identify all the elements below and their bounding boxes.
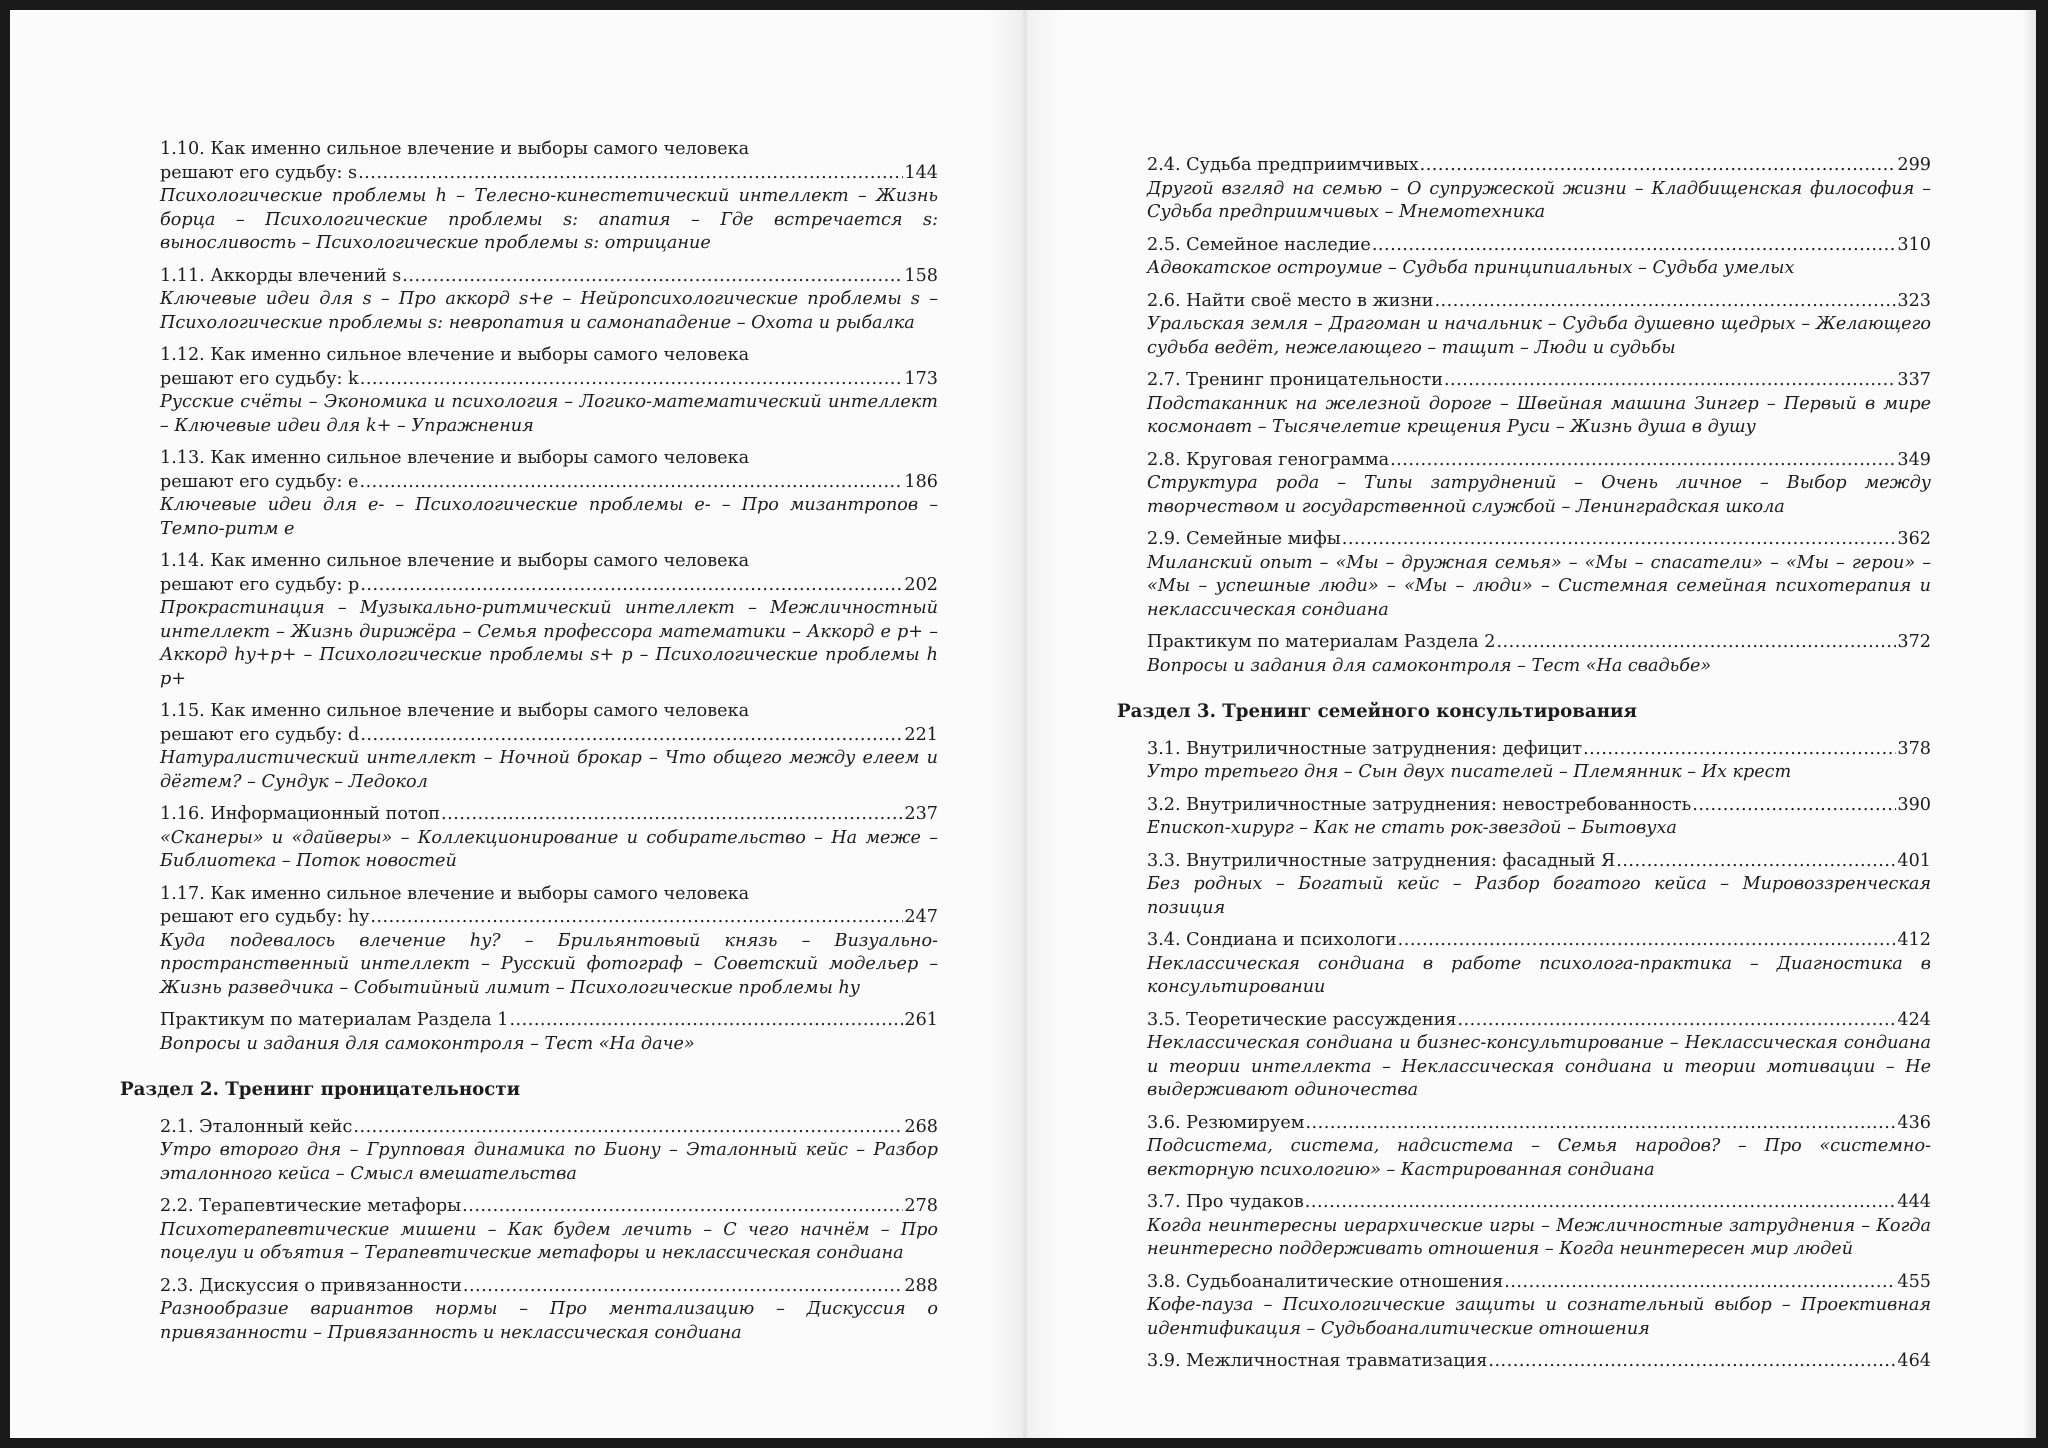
toc-entry-line xyxy=(1147,1112,1931,1136)
toc-entry-title: 3.4. Сондиана и психологи xyxy=(1147,930,1397,950)
toc-entry-description: Русские счёты – Экономика и психология – Логико-математический интеллект – Ключевые идеи для k+ – Упражнения xyxy=(160,392,938,436)
right-page xyxy=(1022,10,2036,1438)
toc-entry-line xyxy=(1147,369,1931,393)
toc-entry-description: Вопросы и задания для самоконтроля – Тест «На свадьбе» xyxy=(1147,655,1712,676)
toc-entry xyxy=(1147,738,1931,785)
toc-page-number: 288 xyxy=(904,1275,938,1296)
toc-entry-title: 1.11. Аккорды влечений s xyxy=(160,265,402,286)
toc-entry xyxy=(160,883,938,1001)
right-toc-column xyxy=(1117,154,1931,1383)
toc-entry-description: Неклассическая сондиана и бизнес-консультирование – Неклассическая сондиана и теории интеллекта – Неклассическая сондиана и теории мотивации – Не выдерживают одиночества xyxy=(1147,1033,1931,1100)
toc-entry-title: 2.1. Эталонный кейс xyxy=(160,1116,353,1137)
toc-entry-description: Неклассическая сондиана в работе психолога-практика – Диагностика в консультировании xyxy=(1147,953,1931,997)
toc-entry xyxy=(1147,631,1931,678)
toc-entry-line xyxy=(1147,290,1931,314)
toc-entry-description: Куда подевалось влечение hy? – Брильянтовый князь – Визуально-пространственный интеллект – Русский фотограф – Советский модельер – Жизнь разведчика – Событийный лимит – Психологические проблемы hy xyxy=(160,930,938,998)
toc-entry-line xyxy=(160,574,938,598)
toc-entry-title-first: 1.12. Как именно сильное влечение и выборы самого человека xyxy=(160,345,750,365)
toc-entry-title: 3.1. Внутриличностные затруднения: дефицит xyxy=(1147,738,1583,759)
toc-page-number: 268 xyxy=(904,1116,938,1137)
toc-entry-description: Адвокатское остроумие – Судьба принципиальных – Судьба умелых xyxy=(1147,258,1795,278)
toc-entry-title: 2.5. Семейное наследие xyxy=(1147,234,1371,255)
toc-entry-description: Утро второго дня – Групповая динамика по Биону – Эталонный кейс – Разбор эталонного кейса – Смысл вмешательства xyxy=(160,1140,938,1184)
toc-entry-line xyxy=(1147,738,1931,762)
toc-entry-title-first: 1.17. Как именно сильное влечение и выборы самого человека xyxy=(160,883,750,904)
toc-entry-title-first: 1.15. Как именно сильное влечение и выборы самого человека xyxy=(160,701,750,721)
toc-entry-title: 3.2. Внутриличностные затруднения: невостребованность xyxy=(1147,794,1692,815)
dot-leader xyxy=(1398,929,1897,953)
dot-leader xyxy=(1444,369,1896,393)
toc-page-number: 173 xyxy=(904,368,938,389)
toc-entry-title: Практикум по материалам Раздела 2 xyxy=(1147,632,1496,652)
section-heading: Раздел 3. Тренинг семейного консультирования xyxy=(1117,701,1637,722)
toc-entry xyxy=(1147,449,1931,520)
toc-page-number: 299 xyxy=(1897,155,1931,175)
toc-entry xyxy=(1147,929,1931,1000)
toc-entry-description: Утро третьего дня – Сын двух писателей – Племянник – Их крест xyxy=(1147,762,1792,782)
toc-page-number: 390 xyxy=(1897,794,1931,815)
toc-entry xyxy=(160,138,938,256)
toc-entry-title: 2.6. Найти своё место в жизни xyxy=(1147,290,1434,311)
toc-entry xyxy=(160,344,938,438)
toc-entry-description: Епископ-хирург – Как не стать рок-звездой – Бытовуха xyxy=(1147,818,1677,838)
toc-entry-description: Уральская земля – Драгоман и начальник – Судьба душевно щедрых – Желающего судьба ведёт, нежелающего – тащит – Люди и судьбы xyxy=(1147,314,1931,358)
toc-entry-line xyxy=(160,471,938,495)
toc-entry-description: Другой взгляд на семью – О супружеской жизни – Кладбищенская философия – Судьба предприимчивых – Мнемотехника xyxy=(1147,178,1931,222)
toc-page-number: 186 xyxy=(904,471,938,492)
toc-entry-description: Прокрастинация – Музыкально-ритмический интеллект – Межличностный интеллект – Жизнь дирижёра – Семья профессора математики – Аккорд e p+ – Аккорд hy+p+ – Психологические проблемы s+ p – Психологические проблемы h p+ xyxy=(160,598,938,689)
dot-leader xyxy=(463,1275,904,1299)
toc-entry-description: Вопросы и задания для самоконтроля – Тест «На даче» xyxy=(160,1033,695,1054)
page-edge xyxy=(2022,10,2036,1438)
toc-page-number: 221 xyxy=(904,724,938,745)
toc-entry xyxy=(1147,794,1931,841)
dot-leader xyxy=(1420,154,1897,178)
toc-page-number: 349 xyxy=(1897,449,1931,470)
toc-entry xyxy=(160,550,938,691)
dot-leader xyxy=(1390,449,1896,473)
toc-entry xyxy=(160,265,938,336)
book-spread xyxy=(10,10,2036,1438)
dot-leader xyxy=(370,906,903,930)
toc-entry-line xyxy=(1147,528,1931,552)
toc-entry-description: Разнообразие вариантов нормы – Про ментализацию – Дискуссия о привязанности – Привязанность и неклассическая сондиана xyxy=(160,1299,938,1343)
toc-entry-line xyxy=(160,803,938,827)
toc-entry-title: 3.7. Про чудаков xyxy=(1147,1192,1304,1212)
toc-entry xyxy=(1147,234,1931,281)
toc-page-number: 158 xyxy=(904,265,938,286)
dot-leader xyxy=(1616,850,1896,874)
dot-leader xyxy=(1457,1009,1896,1033)
toc-entry xyxy=(1147,1271,1931,1342)
toc-entry-title-first: 1.10. Как именно сильное влечение и выборы самого человека xyxy=(160,139,750,159)
toc-entry-line xyxy=(1147,154,1931,178)
toc-entry-description: Психологические проблемы h – Телесно-кинестетический интеллект – Жизнь борца – Психологические проблемы s: апатия – Где встречается s: выносливость – Психологические проблемы s: отрицание xyxy=(160,186,938,253)
toc-entry xyxy=(160,1275,938,1346)
toc-entry xyxy=(1147,528,1931,622)
dot-leader xyxy=(1305,1191,1897,1215)
toc-page-number: 202 xyxy=(904,574,938,595)
toc-entry-line xyxy=(1147,1191,1931,1215)
toc-entry-description: Натуралистический интеллект – Ночной брокар – Что общего между елеем и дёгтем? – Сундук – Ледокол xyxy=(160,748,938,792)
toc-entry-line xyxy=(1147,449,1931,473)
dot-leader xyxy=(402,265,903,289)
toc-entry xyxy=(160,447,938,541)
toc-entry-description: Структура рода – Типы затруднений – Очень личное – Выбор между творчеством и государственной службой – Ленинградская школа xyxy=(1147,473,1931,517)
toc-entry xyxy=(160,803,938,874)
toc-entry-description: Кофе-пауза – Психологические защиты и сознательный выбор – Проективная идентификация – Судьбоаналитические отношения xyxy=(1147,1295,1931,1339)
toc-entry-title: решают его судьбу: p xyxy=(160,574,360,595)
toc-page-number: 412 xyxy=(1897,930,1931,950)
dot-leader xyxy=(462,1195,903,1219)
toc-entry-line xyxy=(160,1195,938,1219)
toc-page-number: 464 xyxy=(1897,1351,1931,1371)
toc-entry-title: 2.2. Терапевтические метафоры xyxy=(160,1196,462,1216)
toc-page-number: 444 xyxy=(1897,1192,1931,1212)
dot-leader xyxy=(1434,290,1896,314)
toc-entry-title-first: 1.13. Как именно сильное влечение и выборы самого человека xyxy=(160,448,750,468)
toc-entry-line xyxy=(1147,234,1931,258)
toc-entry-line xyxy=(160,1009,938,1033)
toc-entry-title: 2.7. Тренинг проницательности xyxy=(1147,370,1443,390)
toc-page-number: 436 xyxy=(1897,1112,1931,1133)
dot-leader xyxy=(441,803,903,827)
toc-entry xyxy=(1147,1009,1931,1103)
toc-entry-title: решают его судьбу: hy xyxy=(160,907,370,927)
toc-page-number: 424 xyxy=(1897,1009,1931,1030)
toc-entry xyxy=(160,1116,938,1187)
toc-page-number: 237 xyxy=(904,804,938,824)
toc-entry-title: решают его судьбу: s xyxy=(160,162,358,183)
toc-entry-title: решают его судьбу: e xyxy=(160,471,359,492)
toc-entry xyxy=(160,700,938,794)
toc-page-number: 455 xyxy=(1897,1271,1931,1292)
section-heading: Раздел 2. Тренинг проницательности xyxy=(120,1079,521,1100)
toc-entry-line xyxy=(160,265,938,289)
toc-page-number: 323 xyxy=(1897,290,1931,311)
toc-entry xyxy=(1147,1112,1931,1183)
toc-entry-description: Подстаканник на железной дороге – Швейная машина Зингер – Первый в мире космонавт – Тысячелетие крещения Руси – Жизнь душа в душу xyxy=(1147,393,1931,437)
toc-page-number: 401 xyxy=(1897,850,1931,871)
toc-entry-line xyxy=(160,906,938,930)
dot-leader xyxy=(353,1116,903,1140)
toc-entry-line xyxy=(160,724,938,748)
toc-page-number: 144 xyxy=(904,162,938,183)
toc-entry xyxy=(1147,154,1931,225)
toc-page-number: 278 xyxy=(904,1196,938,1216)
toc-entry-line xyxy=(1147,1271,1931,1295)
toc-entry-title: 3.5. Теоретические рассуждения xyxy=(1147,1009,1457,1030)
toc-entry-line xyxy=(160,1116,938,1140)
toc-entry-description: Миланский опыт – «Мы – дружная семья» – «Мы – спасатели» – «Мы – герои» – «Мы – успешные люди» – «Мы – люди» – Системная семейная психотерапия и неклассическая сондиана xyxy=(1147,552,1931,620)
toc-entry-description: Без родных – Богатый кейс – Разбор богатого кейса – Мировоззренческая позиция xyxy=(1147,874,1931,918)
toc-entry xyxy=(1147,850,1931,921)
toc-entry-description: Ключевые идеи для e- – Психологические проблемы e- – Про мизантропов – Темпо-ритм e xyxy=(160,495,938,539)
toc-page-number: 261 xyxy=(904,1010,938,1030)
toc-entry xyxy=(160,1009,938,1056)
dot-leader xyxy=(1305,1112,1896,1136)
dot-leader xyxy=(1504,1271,1896,1295)
toc-entry xyxy=(1147,290,1931,361)
dot-leader xyxy=(358,162,903,186)
toc-entry-title: решают его судьбу: k xyxy=(160,368,359,389)
dot-leader xyxy=(360,724,903,748)
toc-entry-line xyxy=(160,162,938,186)
toc-entry-description: Когда неинтересны иерархические игры – Межличностные затруднения – Когда неинтересно поддерживать отношения – Когда неинтересен мир людей xyxy=(1147,1215,1931,1259)
toc-entry-title: решают его судьбу: d xyxy=(160,724,360,745)
toc-page-number: 247 xyxy=(904,907,938,927)
toc-entry-title: 3.9. Межличностная травматизация xyxy=(1147,1351,1488,1371)
toc-entry-line xyxy=(160,1275,938,1299)
toc-page-number: 362 xyxy=(1897,529,1931,549)
toc-entry-title: 3.6. Резюмируем xyxy=(1147,1112,1305,1133)
toc-page-number: 337 xyxy=(1897,370,1931,390)
toc-entry-line xyxy=(160,368,938,392)
toc-page-number: 310 xyxy=(1897,234,1931,255)
toc-entry-title: 2.9. Семейные мифы xyxy=(1147,529,1341,549)
toc-entry-title-first: 1.14. Как именно сильное влечение и выборы самого человека xyxy=(160,551,750,571)
toc-entry-description: Ключевые идеи для s – Про аккорд s+e – Нейропсихологические проблемы s – Психологические проблемы s: невропатия и самонападение – Охота и рыбалка xyxy=(160,289,938,333)
toc-page-number: 372 xyxy=(1897,632,1931,652)
dot-leader xyxy=(1496,631,1896,655)
toc-entry-line xyxy=(1147,929,1931,953)
dot-leader xyxy=(1692,794,1896,818)
toc-entry-line xyxy=(1147,631,1931,655)
toc-entry-line xyxy=(1147,850,1931,874)
toc-page-number: 378 xyxy=(1897,738,1931,759)
toc-entry-line xyxy=(1147,1350,1931,1374)
toc-entry xyxy=(1147,369,1931,440)
dot-leader xyxy=(1488,1350,1896,1374)
toc-entry xyxy=(1147,1191,1931,1262)
toc-entry-title: 3.3. Внутриличностные затруднения: фасадный Я xyxy=(1147,850,1616,871)
toc-entry-title: 2.4. Судьба предприимчивых xyxy=(1147,155,1419,175)
toc-entry-title: Практикум по материалам Раздела 1 xyxy=(160,1010,509,1030)
left-page xyxy=(10,10,1020,1438)
toc-entry-description: Подсистема, система, надсистема – Семья народов? – Про «системно-векторную психологию» – Кастрированная сондиана xyxy=(1147,1136,1931,1180)
toc-entry-title: 2.8. Круговая генограмма xyxy=(1147,449,1390,470)
toc-entry-description: «Сканеры» и «дайверы» – Коллекционирование и собирательство – На меже – Библиотека – Поток новостей xyxy=(160,827,938,871)
toc-entry xyxy=(160,1195,938,1266)
left-toc-column xyxy=(120,138,938,1354)
dot-leader xyxy=(1372,234,1897,258)
toc-entry xyxy=(1147,1350,1931,1374)
dot-leader xyxy=(1583,738,1896,762)
toc-entry-description: Психотерапевтические мишени – Как будем лечить – С чего начнём – Про поцелуи и объятия – Терапевтические метафоры и неклассическая сондиана xyxy=(160,1219,938,1263)
toc-entry-line xyxy=(1147,1009,1931,1033)
toc-entry-line xyxy=(1147,794,1931,818)
toc-entry-title: 1.16. Информационный потоп xyxy=(160,804,441,824)
dot-leader xyxy=(509,1009,903,1033)
toc-entry-title: 2.3. Дискуссия о привязанности xyxy=(160,1275,462,1296)
dot-leader xyxy=(1342,528,1897,552)
dot-leader xyxy=(360,574,903,598)
toc-entry-title: 3.8. Судьбоаналитические отношения xyxy=(1147,1271,1504,1292)
dot-leader xyxy=(359,471,903,495)
dot-leader xyxy=(360,368,904,392)
